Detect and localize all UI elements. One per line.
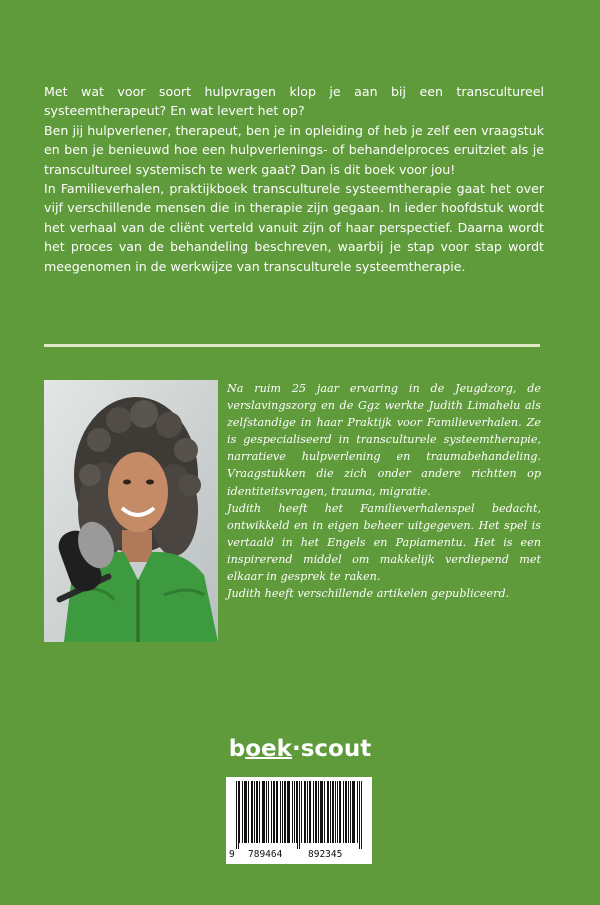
barcode-numbers [226, 849, 372, 861]
barcode-bar [359, 781, 360, 849]
barcode-bar [276, 781, 277, 843]
barcode-bar [322, 781, 323, 843]
barcode-bar [361, 781, 362, 849]
barcode-bar [304, 781, 305, 843]
barcode-bar [345, 781, 346, 843]
barcode-bar [335, 781, 336, 843]
publisher-logo [0, 736, 600, 762]
barcode-bar [350, 781, 351, 843]
barcode-bars [226, 777, 372, 849]
barcode-group-2: 892345 [308, 849, 343, 860]
barcode-bar [348, 781, 349, 843]
barcode-bar [296, 781, 297, 843]
barcode-bar [324, 781, 325, 843]
barcode-bar [309, 781, 310, 843]
barcode-bar [288, 781, 289, 843]
divider-line [44, 344, 540, 347]
barcode-bar [330, 781, 331, 843]
back-cover-blurb [44, 82, 544, 276]
bio-paragraph-3: Judith heeft verschillende artikelen gepubliceerd. [227, 587, 510, 601]
barcode-bar [340, 781, 341, 843]
barcode-lead-digit: 9 [229, 849, 235, 860]
barcode-bar [299, 781, 300, 849]
barcode-bar [245, 781, 246, 843]
barcode-bar [256, 781, 257, 843]
barcode-bar [343, 781, 344, 843]
barcode-bar [254, 781, 255, 843]
barcode-bar [273, 781, 274, 843]
barcode-bar [284, 781, 285, 843]
barcode-bar [289, 781, 290, 843]
barcode-bar [321, 781, 322, 843]
barcode-bar [333, 781, 334, 843]
barcode-bar [257, 781, 258, 843]
barcode-bar [263, 781, 264, 843]
barcode-bar [280, 781, 281, 843]
barcode-bar [307, 781, 308, 843]
barcode-bar [313, 781, 314, 843]
barcode-bar [242, 781, 243, 843]
author-photo [44, 380, 218, 642]
barcode-bar [305, 781, 306, 843]
barcode-bar [332, 781, 333, 843]
barcode-bar [310, 781, 311, 843]
barcode-group-1: 789464 [248, 849, 283, 860]
barcode-bar [274, 781, 275, 843]
author-photo-illustration [44, 380, 218, 642]
barcode-bar [264, 781, 265, 843]
barcode-bar [328, 781, 329, 843]
barcode-bar [357, 781, 358, 843]
barcode-bar [346, 781, 347, 843]
barcode-bar [271, 781, 272, 843]
barcode-bar [353, 781, 354, 843]
bio-paragraph-2: Judith heeft het Familieverhalenspel bedacht, ontwikkeld en in eigen beheer uitgegeven. Het spel is vertaald in het Engels en Papiamentu. Het is een inspirerend middel om makkelijk verdiepend met elkaar in gesprek te raken. [227, 501, 541, 584]
barcode-bar [292, 781, 293, 843]
barcode-bar [320, 781, 321, 843]
blurb-paragraph-3: In Familieverhalen, praktijkboek transculturele systeemtherapie gaat het over vijf verschillende mensen die in therapie zijn gegaan. In ieder hoofdstuk wordt het verhaal van de cliënt verteld vanuit zijn of haar perspectief. Daarna wordt het proces van de behandeling beschreven, waarbij je stap voor stap wordt meegenomen in de werkwijze van transculturele systeemtherapie. [44, 181, 544, 274]
barcode-bar [339, 781, 340, 843]
barcode-bar [277, 781, 278, 843]
barcode-bar [352, 781, 353, 843]
barcode-bar [315, 781, 316, 843]
barcode-bar [301, 781, 302, 843]
isbn-barcode [226, 777, 372, 864]
barcode-bar [246, 781, 247, 843]
blurb-paragraph-1: Met wat voor soort hulpvragen klop je aan bij een transcultureel systeemtherapeut? En wat levert het op? [44, 84, 544, 119]
barcode-bar [318, 781, 319, 843]
barcode-bar [236, 781, 237, 849]
barcode-bar [268, 781, 269, 843]
logo-part-scout: scout [300, 736, 372, 762]
logo-part-b: b [228, 736, 246, 762]
barcode-bar [251, 781, 252, 843]
barcode-bar [239, 781, 240, 843]
barcode-bar [297, 781, 298, 849]
barcode-bar [316, 781, 317, 843]
barcode-bar [285, 781, 286, 843]
barcode-bar [238, 781, 239, 849]
barcode-bar [266, 781, 267, 843]
barcode-bar [262, 781, 263, 843]
barcode-bar [248, 781, 249, 843]
bio-paragraph-1: Na ruim 25 jaar ervaring in de Jeugdzorg, de verslavingszorg en de Ggz werkte Judith Limahelu als zelfstandige in haar Praktijk voor Familieverhalen. Ze is gespecialiseerd in transculturele systeemtherapie, narratieve hulpverlening en traumabehandeling. Vraagstukken die zich onder andere richtten op identiteitsvragen, trauma, migratie. [227, 382, 541, 498]
barcode-bar [244, 781, 245, 843]
barcode-bar [327, 781, 328, 843]
blurb-paragraph-2: Ben jij hulpverlener, therapeut, ben je in opleiding of heb je zelf een vraagstuk en ben je benieuwd hoe een hulpverlenings- of behandelproces eruitziet als je transcultureel systemisch te werk gaat? Dan is dit boek voor jou! [44, 122, 544, 177]
barcode-bar [337, 781, 338, 843]
logo-dot: · [291, 736, 301, 762]
barcode-bar [294, 781, 295, 843]
barcode-bar [252, 781, 253, 843]
barcode-bar [259, 781, 260, 843]
logo-part-oek: oek [245, 736, 292, 762]
barcode-bar [354, 781, 355, 843]
barcode-bar [282, 781, 283, 843]
author-bio [227, 380, 541, 602]
barcode-bar [287, 781, 288, 843]
